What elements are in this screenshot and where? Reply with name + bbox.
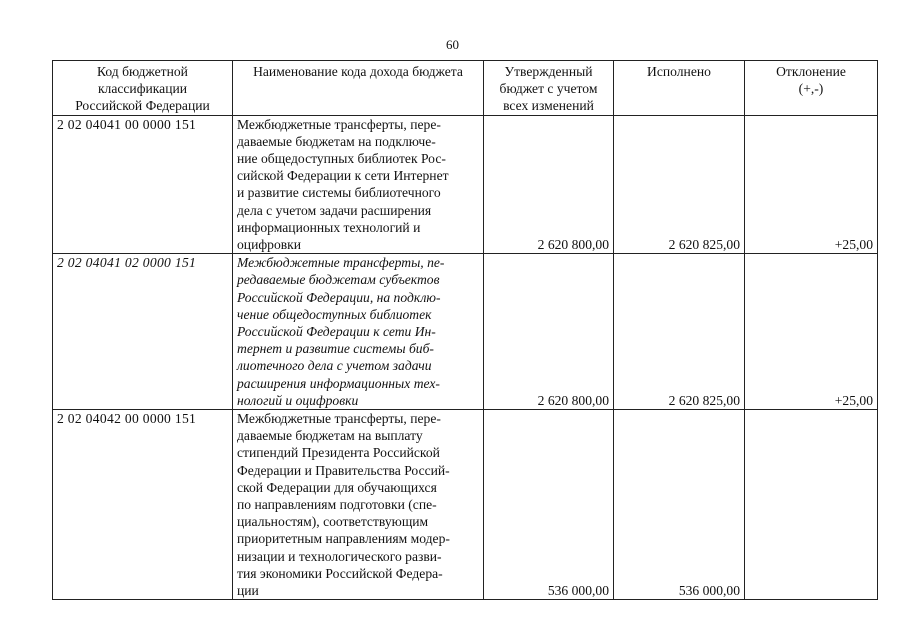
page-number: 60 bbox=[446, 37, 459, 52]
name-line: ние общедоступных библиотек Рос- bbox=[237, 151, 446, 167]
header-deviation bbox=[745, 61, 878, 116]
name-line: Межбюджетные трансферты, пере- bbox=[237, 411, 441, 427]
name-line: дела с учетом задачи расширения bbox=[237, 202, 432, 218]
name-line: даваемые бюджетам на подключе- bbox=[237, 133, 436, 149]
name-line: информационных технологий и bbox=[237, 219, 421, 235]
header-name bbox=[233, 61, 484, 116]
table-header-row bbox=[53, 61, 878, 116]
header-code bbox=[53, 61, 233, 116]
header-code-line: классификации bbox=[97, 81, 188, 97]
name-line: расширения информационных тех- bbox=[237, 375, 440, 391]
budget-table bbox=[52, 60, 878, 600]
budget-code-cell: 2 02 04042 00 0000 151 bbox=[53, 410, 233, 600]
name-line: чение общедоступных библиотек bbox=[237, 306, 432, 322]
income-name-cell bbox=[233, 115, 484, 254]
approved-cell: 536 000,00 bbox=[484, 410, 614, 600]
name-line: по направлениям подготовки (спе- bbox=[237, 497, 437, 513]
executed-cell: 2 620 825,00 bbox=[614, 254, 745, 410]
name-line: стипендий Президента Российской bbox=[237, 445, 440, 461]
header-executed-line: Исполнено bbox=[647, 64, 711, 79]
table-row bbox=[53, 410, 878, 600]
name-line: циальностям), соответствующим bbox=[237, 514, 429, 530]
name-line: Межбюджетные трансферты, пе- bbox=[237, 255, 445, 271]
name-line: тия экономики Российской Федера- bbox=[237, 565, 443, 581]
name-line: нологий и оцифровки bbox=[237, 392, 359, 408]
name-line: и развитие системы библиотечного bbox=[237, 185, 441, 201]
income-name-cell bbox=[233, 254, 484, 410]
header-name-line: Наименование кода дохода бюджета bbox=[253, 64, 463, 79]
executed-cell: 536 000,00 bbox=[614, 410, 745, 600]
header-executed bbox=[614, 61, 745, 116]
name-line: Российской Федерации, на подклю- bbox=[237, 289, 441, 305]
income-name-cell bbox=[233, 410, 484, 600]
name-line: оцифровки bbox=[237, 237, 302, 253]
name-line: Межбюджетные трансферты, пере- bbox=[237, 116, 441, 132]
name-line: ции bbox=[237, 583, 259, 599]
name-line: тернет и развитие системы биб- bbox=[237, 341, 434, 357]
name-line: Российской Федерации к сети Ин- bbox=[237, 324, 436, 340]
table-row bbox=[53, 115, 878, 254]
name-line: даваемые бюджетам на выплату bbox=[237, 428, 423, 444]
deviation-cell: +25,00 bbox=[745, 115, 878, 254]
name-line: лиотечного дела с учетом задачи bbox=[237, 358, 432, 374]
name-line: Федерации и Правительства Россий- bbox=[237, 462, 450, 478]
header-deviation-line: (+,-) bbox=[798, 81, 824, 97]
deviation-cell: +25,00 bbox=[745, 254, 878, 410]
header-approved bbox=[484, 61, 614, 116]
name-line: приоритетным направлениям модер- bbox=[237, 531, 450, 547]
name-line: редаваемые бюджетам субъектов bbox=[237, 272, 440, 288]
header-approved-line: всех изменений bbox=[503, 98, 594, 114]
header-deviation-line: Отклонение bbox=[776, 64, 846, 79]
executed-cell: 2 620 825,00 bbox=[614, 115, 745, 254]
budget-code-cell: 2 02 04041 02 0000 151 bbox=[53, 254, 233, 410]
header-approved-line: Утвержденный bbox=[504, 64, 593, 79]
header-code-line: Код бюджетной bbox=[97, 64, 188, 79]
approved-cell: 2 620 800,00 bbox=[484, 254, 614, 410]
name-line: низации и технологического разви- bbox=[237, 548, 442, 564]
header-code-line: Российской Федерации bbox=[75, 98, 210, 114]
deviation-cell bbox=[745, 410, 878, 600]
budget-code-cell: 2 02 04041 00 0000 151 bbox=[53, 115, 233, 254]
approved-cell: 2 620 800,00 bbox=[484, 115, 614, 254]
name-line: сийской Федерации к сети Интернет bbox=[237, 168, 449, 184]
table-row bbox=[53, 254, 878, 410]
name-line: ской Федерации для обучающихся bbox=[237, 479, 437, 495]
header-approved-line: бюджет с учетом bbox=[499, 81, 598, 97]
